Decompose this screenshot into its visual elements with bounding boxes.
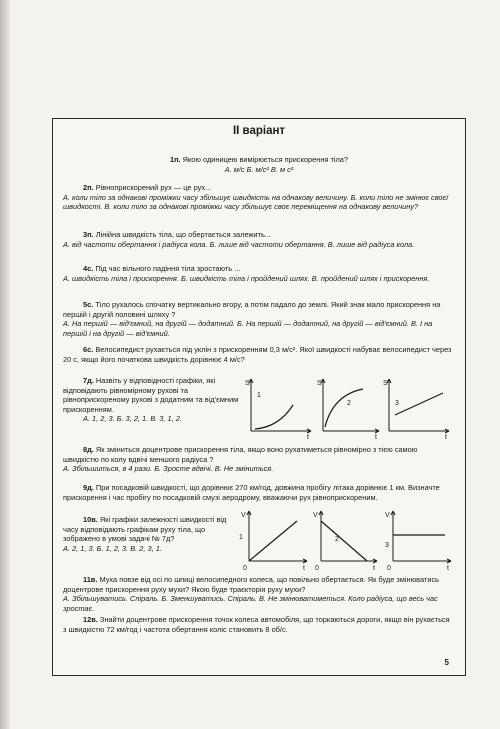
axis-v-label: V (385, 512, 390, 519)
answer-options: А. м/с Б. м/с² В. м с² (224, 164, 294, 174)
question-text: Велосипедист рухається під уклін з прискоренням 0,3 м/с². Якої швидкості набуває велосипедист через 20 с, якщо його початкова швидкість дорівнює 4 м/с? (63, 345, 452, 364)
question-text: Як зміниться доцентрове прискорення тіла, якщо воно рухатиметься рівномірно з тією самою швидкістю по колу вдвічі меншого радіуса ? (63, 445, 418, 464)
axis-t-label: t (307, 434, 309, 439)
worksheet-page (52, 118, 466, 676)
origin-label: 0 (243, 565, 247, 571)
line-3 (395, 393, 443, 415)
variant-title: ІІ варіант (232, 125, 286, 137)
answer-options: А. На першій — від'ємний, на другій — додатний. Б. На першій — додатний, на другій — від'ємний. В. І на першій і на другій — від'ємний. (63, 319, 433, 338)
axis-t-label: t (447, 565, 449, 571)
question-2 (63, 183, 455, 212)
question-3 (63, 230, 455, 249)
page-number: 5 (444, 658, 449, 667)
graph-3 (383, 379, 449, 439)
graph-2 (313, 511, 377, 571)
origin-label: 0 (387, 565, 391, 571)
axis-s-label: S (383, 380, 388, 387)
question-number: 8д. (83, 445, 94, 454)
answer-options: А. 1, 2, 3. Б. 3, 2, 1. В. 3, 1, 2. (83, 414, 182, 424)
axis-t-label: t (445, 434, 447, 439)
question-8 (63, 445, 455, 474)
question-11 (63, 575, 455, 613)
graph-number: 3 (385, 542, 389, 549)
answer-options: А. 2, 1, 3. Б. 1, 2, 3. В. 2, 3, 1. (63, 543, 162, 553)
answer-options: А. швидкість тіла і прискорення. Б. швидкість тіла і пройдений шлях. В. пройдений шлях і прискорення. (63, 273, 430, 283)
origin-label: 0 (315, 565, 319, 571)
graph-1 (245, 379, 311, 439)
question-number: 7д. (83, 376, 94, 385)
s-t-graphs (245, 375, 455, 439)
question-10 (63, 515, 231, 553)
graph-number: 2 (347, 400, 351, 407)
curve-1 (255, 405, 293, 429)
question-text: Лінійна швидкість тіла, що обертається залежить... (95, 230, 271, 239)
axis-v-label: V (241, 512, 246, 519)
question-number: 1п. (169, 155, 181, 164)
question-text: Які графіки залежності швидкості від часу відповідають графікам руху тіла, що зображено в умові задачі № 7д? (63, 515, 227, 544)
axis-v-label: V (313, 512, 318, 519)
line-1 (249, 521, 297, 561)
question-text: Назвіть у відповідності графіки, які відповідають рівномірному руховi та рівноприскореному руховi з додатним та від'ємним прискоренням. (63, 376, 239, 414)
question-number: 6с. (83, 345, 94, 354)
question-text: Якою одиницею вимірюється прискорення тіла? (182, 155, 349, 164)
graph-2 (317, 379, 379, 439)
question-text: Рівноприскорений рух — це рух... (95, 183, 212, 192)
answer-options: А. Збільшиться, в 4 рази. Б. Зросте вдвічі. В. Не зміниться. (63, 464, 274, 474)
question-number: 2п. (83, 183, 94, 192)
question-5 (63, 300, 455, 338)
answer-options: А. коли тіло за однакові проміжки часу збільшує швидкість на однакову величину. Б. коли тіло не змінює своєї швидкості. В. коли тіло за однакові проміжки часу збільшує своє переміщення на однакову величину? (63, 192, 448, 212)
v-t-graphs (237, 507, 455, 571)
question-number: 3п. (83, 230, 94, 239)
axis-t-label: t (373, 565, 375, 571)
line-2 (321, 521, 367, 561)
graph-number: 1 (239, 534, 243, 541)
question-4 (63, 264, 455, 283)
graph-3 (385, 511, 451, 571)
question-number: 12в. (83, 615, 98, 624)
question-6 (63, 345, 455, 364)
question-text: Під час вільного падіння тіла зростають ... (95, 264, 241, 273)
curve-2 (325, 389, 363, 427)
answer-options: А. від частоти обертання і радіуса кола. Б. лише від частоти обертання. В. лише від радіуса кола. (63, 239, 415, 249)
question-text: Муха повзе від осі по шпиці велосипедного колеса, що повільно обертається. Як буде змінюватись доцентрове прискорення руху мухи? Якою буде траєкторія руху мухи? (63, 575, 439, 594)
graph-number: 2 (335, 536, 339, 543)
graph-number: 1 (257, 392, 261, 399)
axis-s-label: S (317, 380, 322, 387)
scan-shadow (0, 0, 10, 729)
question-text: Тіло рухалось спочатку вертикально вгору, а потім падало до землі. Який знак мало прискорення на першій і другій половині шляху ? (63, 300, 441, 319)
question-9 (63, 483, 455, 502)
question-12 (63, 615, 455, 634)
axis-t-label: t (375, 434, 377, 439)
question-text: Знайти доцентрове прискорення точок колеса автомобіля, що торкаються дороги, якщо він рухається з швидкістю 72 км/год і частота обертання коліс становить 8 об/с. (63, 615, 450, 634)
axis-t-label: t (303, 565, 305, 571)
axis-s-label: S (245, 380, 250, 387)
question-number: 9д. (83, 483, 94, 492)
question-number: 5с. (83, 300, 94, 309)
question-number: 4с. (83, 264, 94, 273)
question-text: При посадковій швидкості, що дорівнює 270 км/год, довжина пробігу літака дорівнює 1 км. Визначте прискорення і час пробігу по посадковій смузі аеродрому, вважаючи рух рівноприскореним. (63, 483, 440, 502)
graph-1 (239, 511, 307, 571)
question-number: 11в. (83, 575, 98, 584)
question-number: 10в. (83, 515, 98, 524)
answer-options: А. Збільшуватись. Спіраль. Б. Зменшуватись. Спіраль. В. Не змінюватиметься. Коло радіуса, що весь час зростає. (63, 594, 438, 613)
question-1 (63, 155, 455, 174)
graph-number: 3 (395, 400, 399, 407)
question-7 (63, 376, 241, 424)
